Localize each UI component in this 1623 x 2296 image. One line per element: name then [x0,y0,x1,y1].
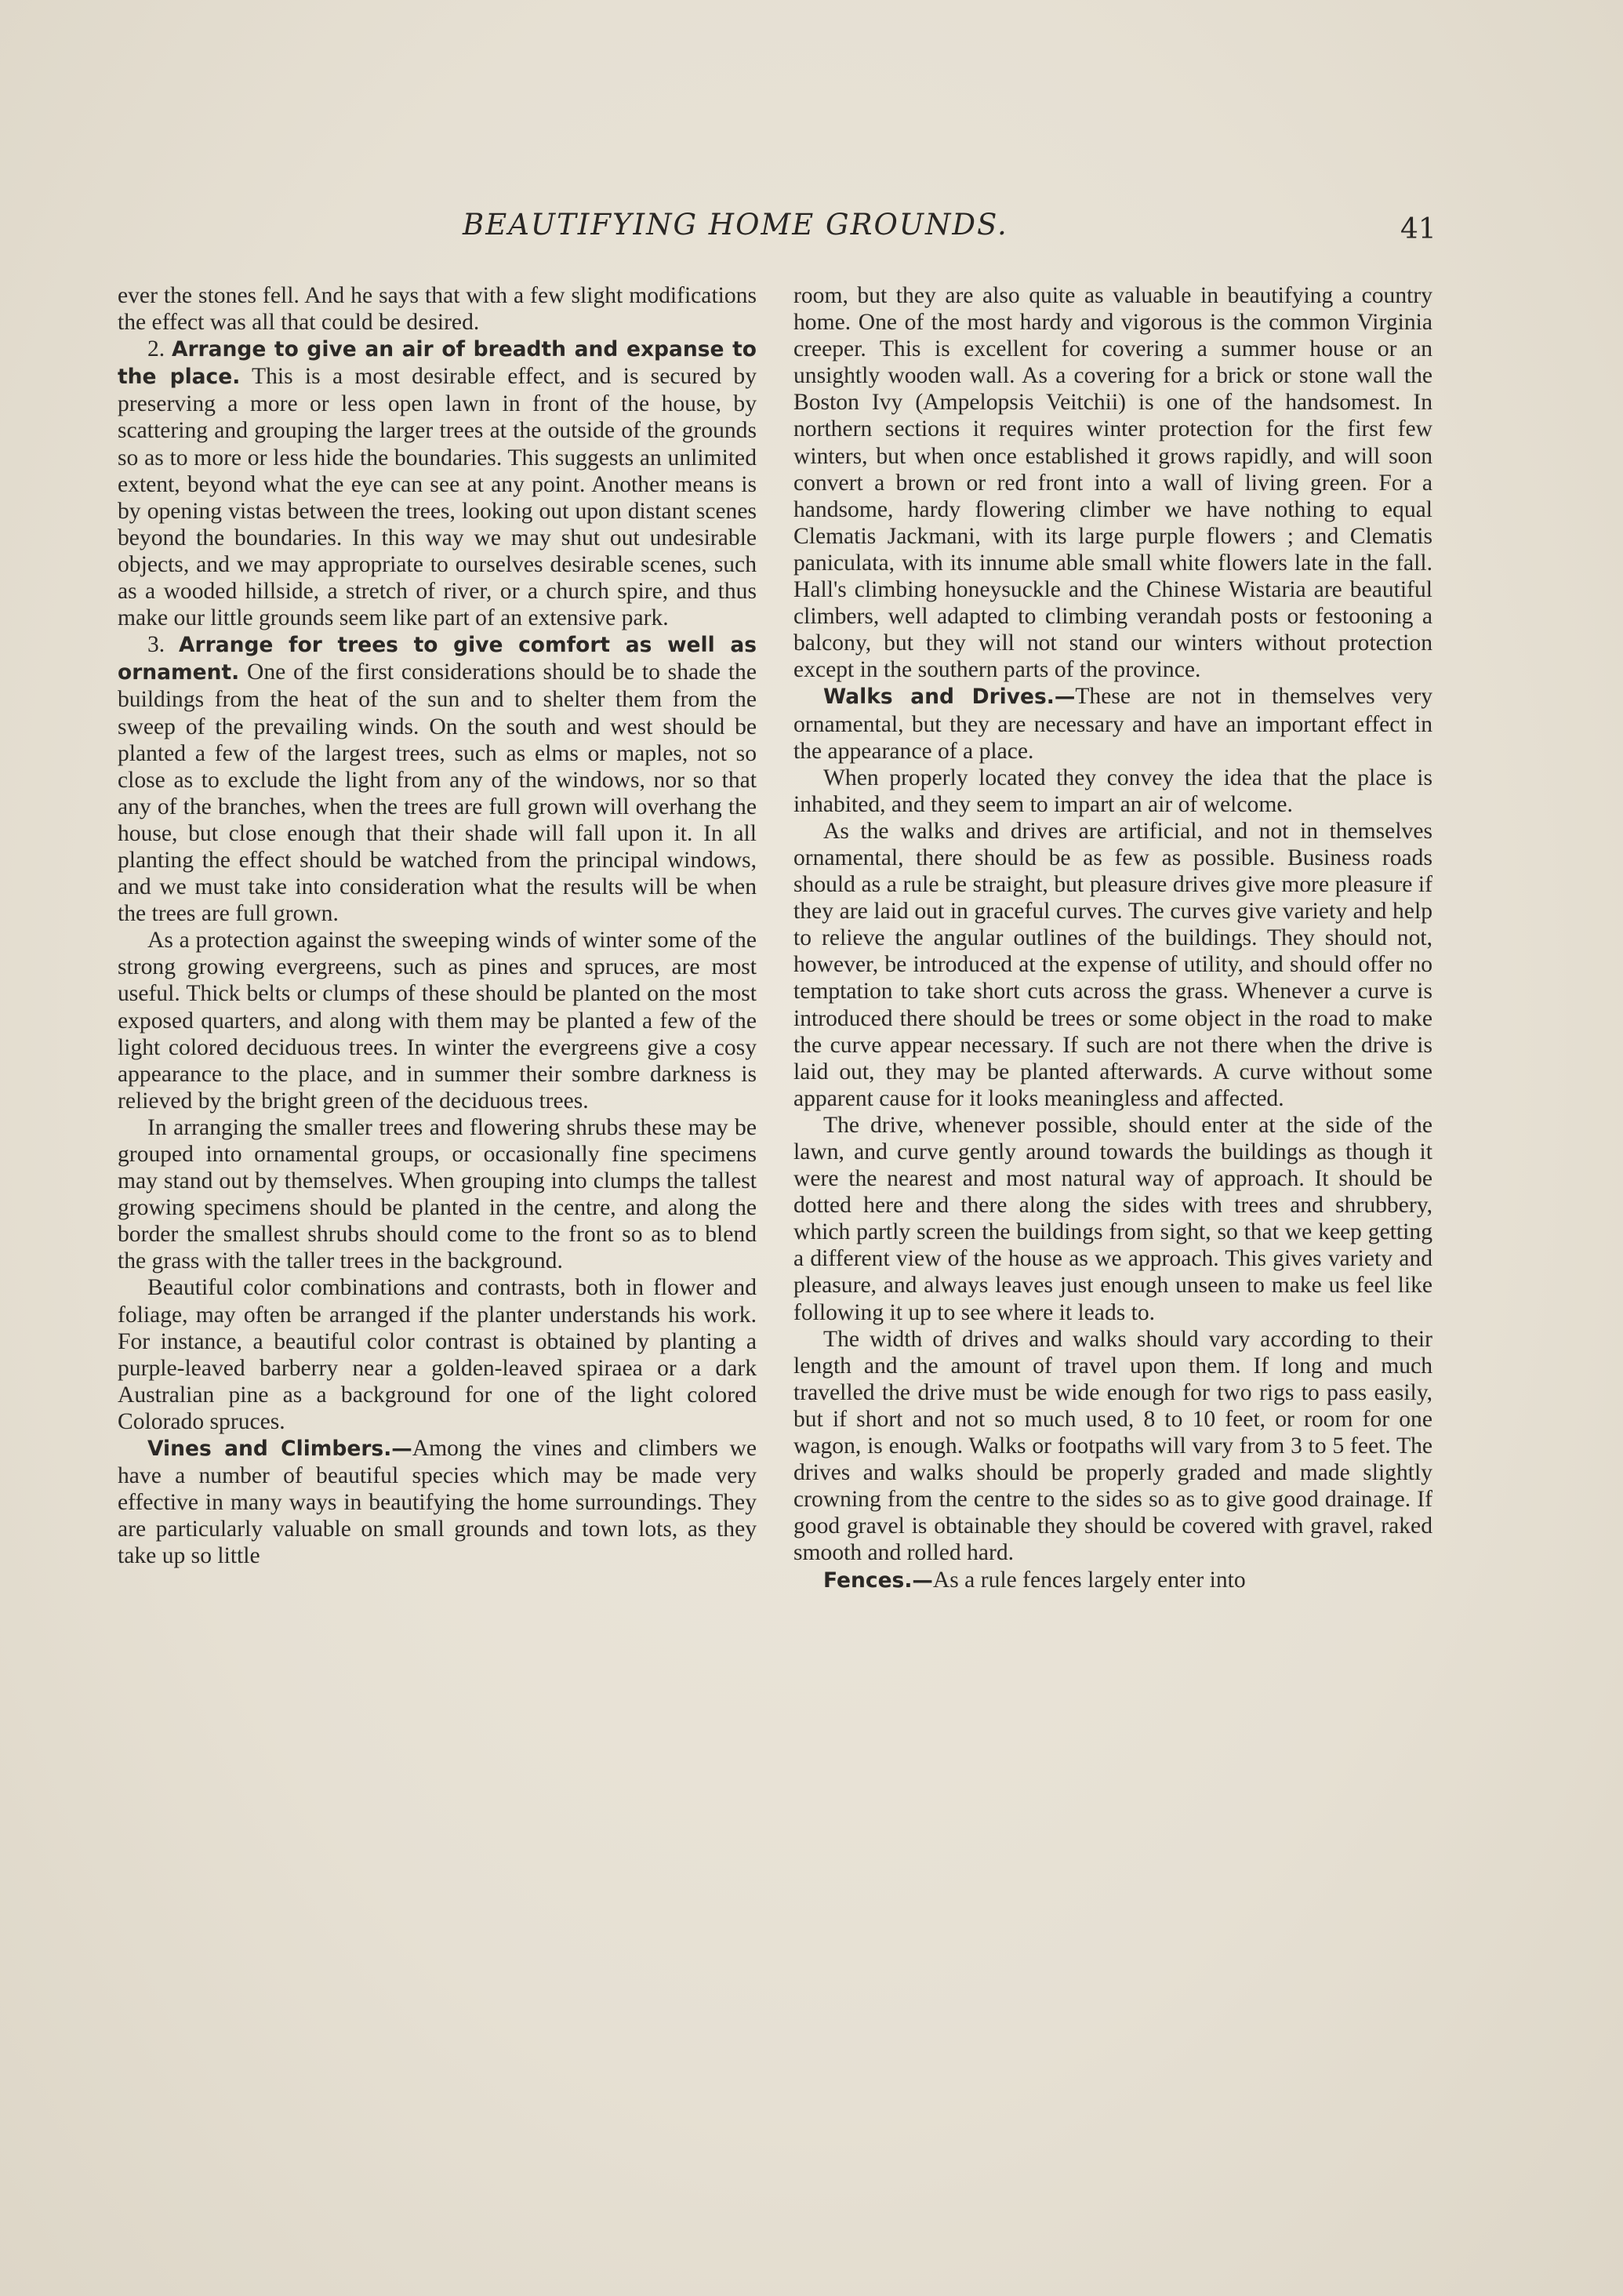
paragraph: As a protection against the sweeping winds of winter some of the strong growing evergreens, such as pines and spruces, are most useful. Thick belts or clumps of these should be planted on the most exposed quarters, and along with them may be planted a few of the light colored deciduous trees. In winter the evergreens give a cosy appearance to the place, and in summer their sombre darkness is relieved by the bright green of the deciduous trees. [118,928,757,1113]
paragraph [793,1567,1432,1594]
paragraph-text: This is a most desirable effect, and is secured by preserving a more or less open lawn in front of the house, by scattering and grouping the larger trees at the outside of the grounds so as to more or less hide the boundaries. This suggests an unlimited extent, beyond what the eye can see at any point. Another means is by opening vistas between the trees, looking out upon distant scenes beyond the boundaries. In this way we may shut out undesirable objects, and we may appropriate to ourselves desirable scenes, such as a wooded hillside, a stretch of river, or a church spire, and thus make our little grounds seem like part of an extensive park. [118,364,757,631]
running-header-title: BEAUTIFYING HOME GROUNDS. [463,208,1008,242]
left-column [118,282,757,1570]
page-number: 41 [1400,213,1436,245]
paragraph [118,1435,757,1569]
right-column [793,282,1432,1594]
paragraph-text: As a rule fences largely enter into [932,1567,1246,1593]
section-heading: Fences.— [823,1568,933,1593]
section-heading: Arrange to give an air of breadth and expanse to the place. [118,337,757,390]
paragraph: The drive, whenever possible, should enter at the side of the lawn, and curve gently around towards the buildings as though it were the nearest and most natural way of approach. It should be dotted here and there along the sides with trees and shrubbery, which partly screen the buildings from sight, so that we keep getting a different view of the house as we approach. This gives variety and pleasure, and always leaves just enough unseen to make us feel like following it up to see where it leads to. [793,1112,1432,1325]
paragraph-text: These are not in themselves very ornamental, but they are necessary and have an important effect in the appearance of a place. [793,684,1432,764]
paragraph: ever the stones fell. And he says that with a few slight modifications the effect was all that could be desired. [118,283,757,336]
paragraph: The width of drives and walks should vary according to their length and the amount of travel upon them. If long and much travelled the drive must be wide enough for two rigs to pass easily, but if short and not so much used, 8 to 10 feet, or room for one wagon, is enough. Walks or footpaths will vary from 3 to 5 feet. The drives and walks should be properly graded and made slightly crowning from the centre to the sides so as to give good drainage. If good gravel is obtainable they should be covered with gravel, raked smooth and rolled hard. [793,1326,1432,1566]
paragraph: Beautiful color combinations and contrasts, both in flower and foliage, may often be arranged if the planter understands his work. For instance, a beautiful color contrast is obtained by planting a purple-leaved barberry near a golden-leaved spiraea or a dark Australian pine as a background for one of the light colored Colorado spruces. [118,1275,757,1434]
section-heading: Walks and Drives.— [823,685,1076,710]
section-heading: Arrange for trees to give comfort as well as ornament. [118,633,757,685]
paragraph-text: Among the vines and climbers we have a number of beautiful species which may be made very effective in many ways in beautifying the home surroundings. They are particularly valuable on small grounds and town lots, as they take up so little [118,1436,757,1569]
paragraph [118,631,757,927]
paragraph: When properly located they convey the idea that the place is inhabited, and they seem to impart an air of welcome. [793,765,1432,817]
list-number: 2. [147,336,165,362]
list-number: 3. [147,632,165,658]
paragraph-text: One of the first considerations should be to shade the buildings from the heat of the sun and to shelter them from the sweep of the prevailing winds. On the south and west should be planted a few of the largest trees, such as elms or maples, not so close as to exclude the light from any of the windows, nor so that any of the branches, when the trees are full grown will overhang the house, but close enough that their shade will fall upon it. In all planting the effect should be watched from the principal windows, and we must take into consideration what the results will be when the trees are full grown. [118,659,757,927]
paragraph: In arranging the smaller trees and flowering shrubs these may be grouped into ornamental groups, or occasionally fine specimens may stand out by themselves. When grouping into clumps the tallest growing specimens should be planted in the centre, and along the border the smallest shrubs should come to the front so as to blend the grass with the taller trees in the background. [118,1114,757,1274]
section-heading: Vines and Climbers.— [147,1437,412,1462]
paragraph: As the walks and drives are artificial, and not in themselves ornamental, there should be as few as possible. Business roads should as a rule be straight, but pleasure drives give more pleasure if they are laid out in graceful curves. The curves give variety and help to relieve the angular outlines of the buildings. They should not, however, be introduced at the expense of utility, and should offer no temptation to take short cuts across the grass. Whenever a curve is introduced there should be trees or some object in the road to make the curve appear necessary. If such are not there when the drive is laid out, they may be planted afterwards. A curve without some apparent cause for it looks meaningless and affected. [793,818,1432,1111]
paragraph [793,683,1432,764]
paragraph [118,336,757,631]
paragraph: room, but they are also quite as valuable in beautifying a country home. One of the most hardy and vigorous is the common Virginia creeper. This is excellent for covering a summer house or an unsightly wooden wall. As a covering for a brick or stone wall the Boston Ivy (Ampelopsis Veitchii) is one of the handsomest. In northern sections it requires winter protection for the first few winters, but when once established it grows rapidly, and will soon convert a brown or red front into a wall of living green. For a handsome, hardy flowering climber we have nothing to equal Clematis Jackmani, with its large purple flowers ; and Clematis paniculata, with its innume able small white flowers late in the fall. Hall's climbing honeysuckle and the Chinese Wistaria are beautiful climbers, well adapted to climbing verandah posts or festooning a balcony, but they will not stand our winters without protection except in the southern parts of the province. [793,283,1432,683]
